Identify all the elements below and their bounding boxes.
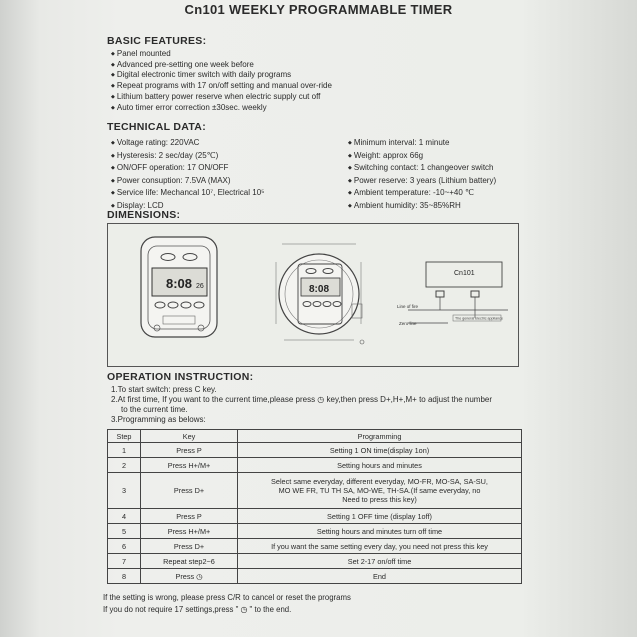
list-item: ◆ Power reserve: 3 years (Lithium battery) xyxy=(348,175,496,188)
front-display-seconds: 26 xyxy=(196,283,204,290)
list-item: ◆ Repeat programs with 17 on/off setting and manual over-ride xyxy=(111,81,332,92)
technical-data-right-list xyxy=(348,137,496,212)
list-item: ◆ Display: LCD xyxy=(111,200,264,213)
programming-cell xyxy=(238,509,522,524)
technical-data-left-list xyxy=(111,137,264,212)
footer-note-2: If you do not require 17 settings,press " ◷ " to the end. xyxy=(103,605,292,614)
list-item: ◆ Auto timer error correction ±30sec. weekly xyxy=(111,103,332,114)
list-item: ◆ Panel mounted xyxy=(111,49,332,60)
operation-heading: OPERATION INSTRUCTION: xyxy=(107,371,254,383)
table-row xyxy=(108,473,522,509)
list-item: ◆ Digital electronic timer switch with daily programs xyxy=(111,70,332,81)
step-cell: 7 xyxy=(108,554,141,569)
basic-features-list xyxy=(111,49,332,113)
programming-cell xyxy=(238,554,522,569)
programming-cell xyxy=(238,473,522,509)
table-row xyxy=(108,458,522,473)
step-cell: 4 xyxy=(108,509,141,524)
key-cell: Press P xyxy=(141,509,238,524)
table-row xyxy=(108,539,522,554)
key-cell: Press H+/M+ xyxy=(141,458,238,473)
list-item: ◆ Ambient humidity: 35~85%RH xyxy=(348,200,496,213)
zero-line-label: Zero line xyxy=(399,321,417,326)
step-cell: 5 xyxy=(108,524,141,539)
step-cell: 2 xyxy=(108,458,141,473)
programming-cell xyxy=(238,458,522,473)
technical-data-heading: TECHNICAL DATA: xyxy=(107,121,206,133)
programming-line: Setting 1 OFF time (display 1off) xyxy=(327,511,432,521)
programming-line: Set 2-17 on/off time xyxy=(347,556,412,566)
programming-line: Select same everyday, different everyday, MO-FR, MO-SA, SA-SU, xyxy=(271,477,488,486)
wiring-model-label: Cn101 xyxy=(454,270,475,277)
table-header-key: Key xyxy=(141,430,238,443)
timer-front-view xyxy=(141,237,217,337)
basic-features-heading: BASIC FEATURES: xyxy=(107,35,207,47)
operation-step-1: 1.To start switch: press C key. xyxy=(111,385,217,394)
list-item: ◆ Lithium battery power reserve when electric supply cut off xyxy=(111,92,332,103)
programming-line: MO WE FR, TU TH SA, MO-WE, TH-SA.(If same everyday, no xyxy=(278,486,481,495)
programming-cell xyxy=(238,539,522,554)
programming-cell xyxy=(238,524,522,539)
operation-step-3: 3.Programming as belows: xyxy=(111,415,206,424)
list-item: ◆ ON/OFF operation: 17 ON/OFF xyxy=(111,162,264,175)
programming-cell xyxy=(238,443,522,458)
list-item: ◆ Switching contact: 1 changeover switch xyxy=(348,162,496,175)
operation-step-2: 2.At first time, If you want to the current time,please press ◷ key,then press D+,H+,M+ to adjust the number xyxy=(111,395,493,404)
timer-dimension-view xyxy=(276,244,364,344)
table-row xyxy=(108,569,522,584)
table-row xyxy=(108,554,522,569)
programming-line: Setting hours and minutes xyxy=(337,460,422,470)
list-item: ◆ Weight: approx 66g xyxy=(348,150,496,163)
programming-line: Need to press this key) xyxy=(342,495,417,504)
key-cell: Repeat step2~6 xyxy=(141,554,238,569)
programming-line: Setting hours and minutes turn off time xyxy=(316,526,443,536)
step-cell: 1 xyxy=(108,443,141,458)
dimensions-heading: DIMENSIONS: xyxy=(107,209,181,221)
page-title: Cn101 WEEKLY PROGRAMMABLE TIMER xyxy=(184,2,453,17)
key-cell: Press D+ xyxy=(141,539,238,554)
line-of-fire-label: Line of fire xyxy=(397,304,419,309)
programming-line: End xyxy=(373,571,386,581)
list-item: ◆ Service life: Mechancal 10⁷, Electrical 10⁵ xyxy=(111,187,264,200)
key-cell: Press P xyxy=(141,443,238,458)
table-body xyxy=(108,443,522,584)
step-cell: 8 xyxy=(108,569,141,584)
list-item: ◆ Power consuption: 7.5VA (MAX) xyxy=(111,175,264,188)
appliance-label: The general electric appliance xyxy=(455,316,503,321)
list-item: ◆ Advanced pre-setting one week before xyxy=(111,60,332,71)
middle-display-time: 8:08 xyxy=(309,284,330,295)
programming-line: Setting 1 ON time(display 1on) xyxy=(329,445,430,455)
table-row xyxy=(108,509,522,524)
programming-cell xyxy=(238,569,522,584)
footer-note-1: If the setting is wrong, please press C/R to cancel or reset the programs xyxy=(103,593,351,602)
step-cell: 6 xyxy=(108,539,141,554)
list-item: ◆ Minimum interval: 1 minute xyxy=(348,137,496,150)
operation-steps xyxy=(111,385,531,425)
step-cell: 3 xyxy=(108,473,141,509)
key-cell: Press ◷ xyxy=(141,569,238,584)
programming-line: If you want the same setting every day, you need not press this key xyxy=(271,541,488,551)
list-item: ◆ Ambient temperature: -10~+40 ℃ xyxy=(348,187,496,200)
dimensions-diagram xyxy=(107,223,519,367)
programming-table xyxy=(107,429,522,584)
table-row xyxy=(108,524,522,539)
table-header-programming: Programming xyxy=(238,430,522,443)
dimensions-drawing xyxy=(108,224,518,366)
key-cell: Press D+ xyxy=(141,473,238,509)
wiring-diagram xyxy=(397,262,508,326)
key-cell: Press H+/M+ xyxy=(141,524,238,539)
front-display-time: 8:08 xyxy=(166,276,193,291)
list-item: ◆ Voltage rating: 220VAC xyxy=(111,137,264,150)
table-header-step: Step xyxy=(108,430,141,443)
list-item: ◆ Hysteresis: 2 sec/day (25℃) xyxy=(111,150,264,163)
operation-step-2-cont: to the current time. xyxy=(121,405,188,414)
table-row xyxy=(108,443,522,458)
